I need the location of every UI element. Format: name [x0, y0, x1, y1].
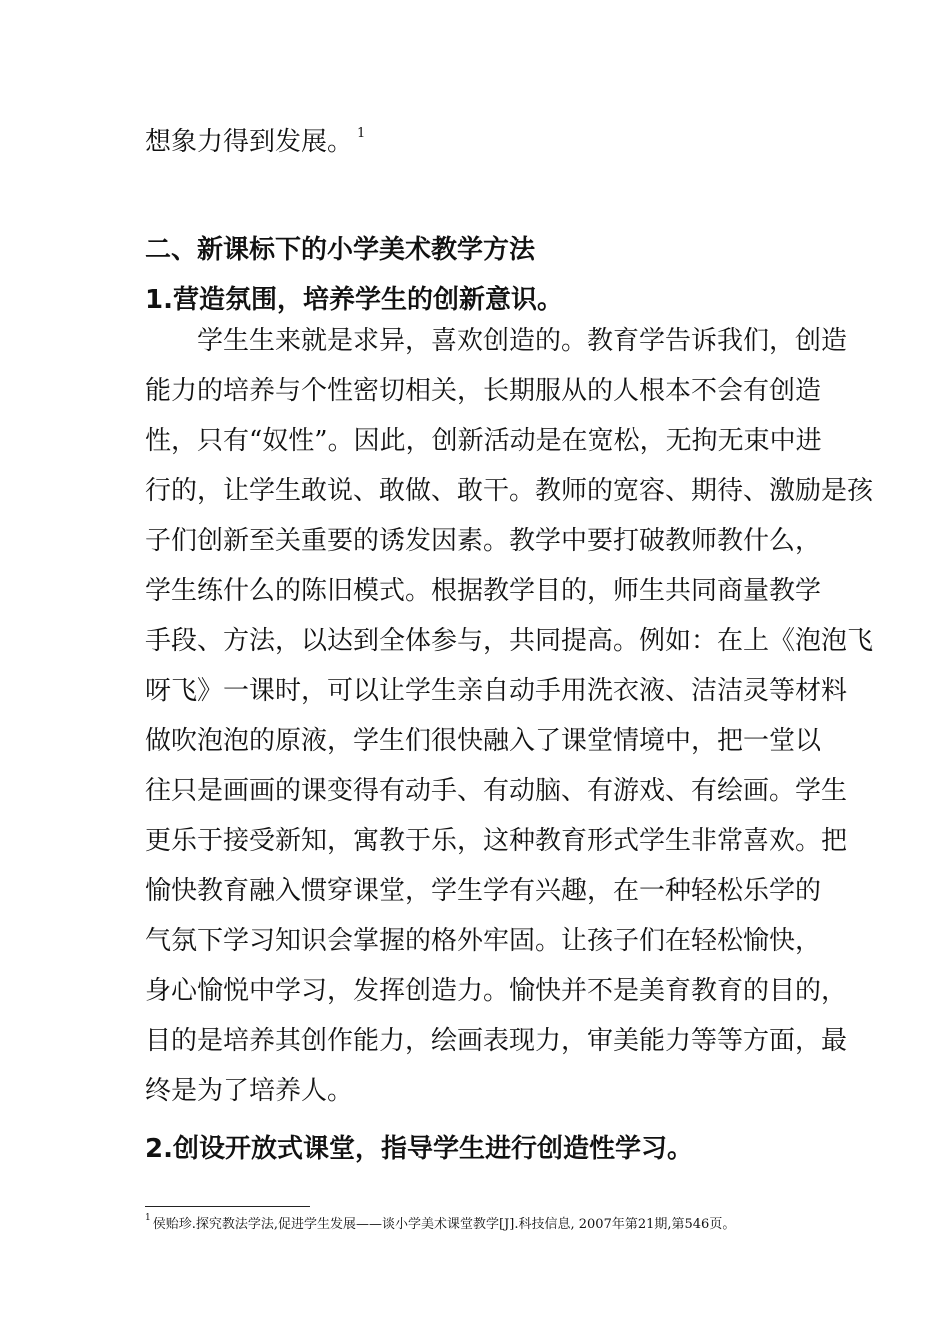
paragraph-line: 更乐于接受新知，寓教于乐，这种教育形式学生非常喜欢。把: [145, 826, 848, 856]
paragraph-line: 做吹泡泡的原液，学生们很快融入了课堂情境中，把一堂以: [145, 726, 822, 756]
paragraph-line: 行的，让学生敢说、敢做、敢干。教师的宽容、期待、激励是孩: [145, 476, 874, 506]
subheading-1: 1.营造氛围，培养学生的创新意识。: [145, 285, 563, 315]
paragraph-line: 呀飞》一课时，可以让学生亲自动手用洗衣液、洁洁灵等材料: [145, 676, 848, 706]
intro-text: 想象力得到发展。: [145, 127, 354, 157]
footnote-reference[interactable]: 1: [357, 126, 366, 141]
section-heading: 二、新课标下的小学美术教学方法: [145, 235, 536, 265]
paragraph-line: 学生生来就是求异，喜欢创造的。教育学告诉我们，创造: [197, 326, 848, 356]
paragraph-line: 气氛下学习知识会掌握的格外牢固。让孩子们在轻松愉快，: [145, 926, 822, 956]
paragraph-line: 终是为了培养人。: [145, 1076, 354, 1106]
paragraph-line: 手段、方法，以达到全体参与，共同提高。例如：在上《泡泡飞: [145, 626, 874, 656]
paragraph-line: 能力的培养与个性密切相关，长期服从的人根本不会有创造: [145, 376, 822, 406]
paragraph-line: 子们创新至关重要的诱发因素。教学中要打破教师教什么，: [145, 526, 822, 556]
paragraph-line: 性，只有“奴性”。因此，创新活动是在宽松，无拘无束中进: [145, 426, 822, 456]
paragraph-line: 往只是画画的课变得有动手、有动脑、有游戏、有绘画。学生: [145, 776, 848, 806]
footnote-mark: 1: [145, 1213, 151, 1223]
subheading-2: 2.创设开放式课堂，指导学生进行创造性学习。: [145, 1134, 693, 1164]
paragraph-line: 目的是培养其创作能力，绘画表现力，审美能力等等方面，最: [145, 1026, 848, 1056]
paragraph-line: 愉快教育融入惯穿课堂，学生学有兴趣，在一种轻松乐学的: [145, 876, 822, 906]
footnote: [145, 1213, 735, 1232]
footnote-text: 侯贻珍.探究教法学法,促进学生发展——谈小学美术课堂教学[J].科技信息, 2007年第21期,第546页。: [152, 1217, 736, 1232]
intro-line: [145, 126, 807, 157]
paragraph-line: 学生练什么的陈旧模式。根据教学目的，师生共同商量教学: [145, 576, 822, 606]
footnote-separator: [145, 1206, 310, 1207]
paragraph-line: 身心愉悦中学习，发挥创造力。愉快并不是美育教育的目的，: [145, 976, 848, 1006]
